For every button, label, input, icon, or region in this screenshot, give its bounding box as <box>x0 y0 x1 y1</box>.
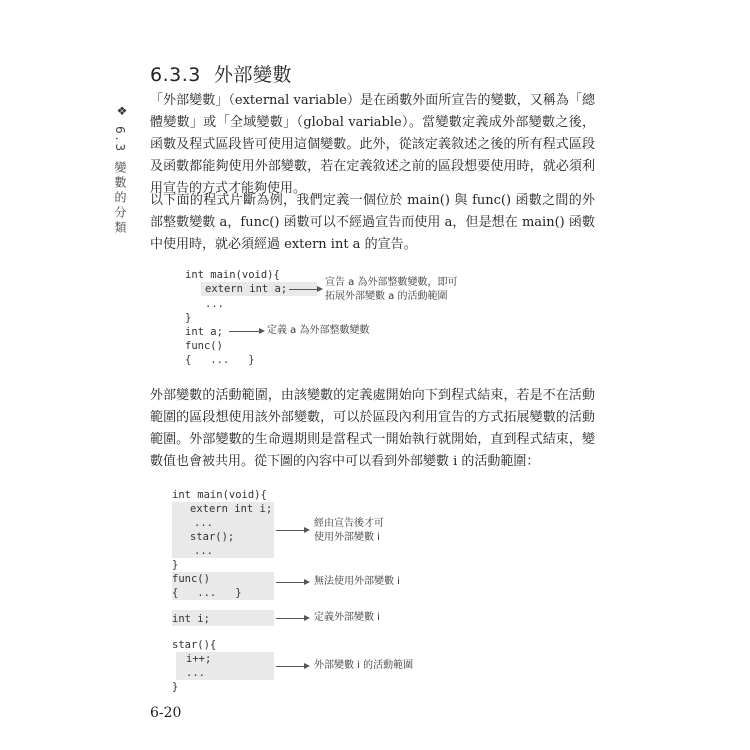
arrow <box>276 530 304 531</box>
arrow-head-icon <box>304 579 310 585</box>
annotation: 外部變數 i 的活動範圍 <box>314 660 414 671</box>
code-example-2 <box>172 488 592 698</box>
side-tab <box>112 104 132 236</box>
section-number: 6.3.3 <box>150 64 201 86</box>
arrow-head-icon <box>317 286 323 292</box>
arrow <box>276 582 304 583</box>
code-line: extern int i; <box>190 503 273 515</box>
paragraph-scope: 外部變數的活動範圍，由該變數的定義處開始向下到程式結束，若是不在活動範圍的區段想使用該外部變數，可以於區段內利用宣告的方式拓展變數的活動範圍。外部變數的生命週期則是當程式一開始執行就開始，直到程式結束，變數值也會被共用。從下圖的內容中可以看到外部變數 i 的活動範圍： <box>150 388 595 469</box>
code-line: ... <box>186 667 205 679</box>
code-line: star(){ <box>172 639 217 651</box>
annotation: 宣告 a 為外部整數變數，即可 <box>325 277 458 288</box>
code-line: } <box>172 681 179 693</box>
arrow <box>289 289 317 290</box>
arrow <box>229 331 259 332</box>
annotation: 使用外部變數 i <box>314 532 380 543</box>
section-heading <box>150 60 292 87</box>
code-line: } <box>172 559 179 571</box>
arrow <box>276 618 304 619</box>
chapter-section-label: 6.3 變數的分類 <box>113 126 127 236</box>
code-line: { ... } <box>172 587 242 599</box>
section-title: 外部變數 <box>213 64 292 86</box>
arrow-head-icon <box>304 615 310 621</box>
code-line: } <box>185 312 192 324</box>
code-line: ... <box>194 517 213 529</box>
code-line-highlight: extern int a; <box>201 282 317 296</box>
bullet-icon: ❖ <box>116 104 128 118</box>
code-line: ... <box>194 545 213 557</box>
annotation: 無法使用外部變數 i <box>314 576 400 587</box>
paragraph-example: 以下面的程式片斷為例，我們定義一個位於 main() 與 func() 函數之間的外部整數變數 a，func() 函數可以不經過宣告而使用 a，但是想在 main() 函數中使用時，就必須經過 extern int a 的宣告。 <box>150 193 595 252</box>
code-line: ... <box>205 298 224 310</box>
code-line: i++; <box>186 653 212 665</box>
paragraph-intro: 「外部變數」（external variable）是在函數外面所宣告的變數，又稱為「總體變數」或「全域變數」（global variable）。當變數定義成外部變數之後，函數及程式區段皆可使用這個變數。此外，從該定義敘述之後的所有程式區段及函數都能夠使用外部變數，若在定義敘述之前的區段想要使用時，就必須利用宣告的方式才能夠使用。 <box>150 93 595 196</box>
code-line: star(); <box>190 531 235 543</box>
arrow-head-icon <box>259 328 265 334</box>
annotation: 定義外部變數 i <box>314 612 380 623</box>
code-line: int main(void){ <box>185 269 280 281</box>
annotation: 定義 a 為外部整數變數 <box>267 325 370 336</box>
code-line: { ... } <box>185 354 255 366</box>
code-line: int main(void){ <box>172 489 267 501</box>
arrow-head-icon <box>304 663 310 669</box>
page-number: 6-20 <box>150 705 182 721</box>
arrow <box>276 666 304 667</box>
code-line: func() <box>172 573 210 585</box>
code-line: func() <box>185 340 223 352</box>
code-line: int a; <box>185 326 223 338</box>
arrow-head-icon <box>304 527 310 533</box>
code-example-1 <box>185 268 505 368</box>
annotation: 拓展外部變數 a 的活動範圍 <box>325 291 448 302</box>
code-line: int i; <box>172 613 210 625</box>
annotation: 經由宣告後才可 <box>314 518 384 529</box>
